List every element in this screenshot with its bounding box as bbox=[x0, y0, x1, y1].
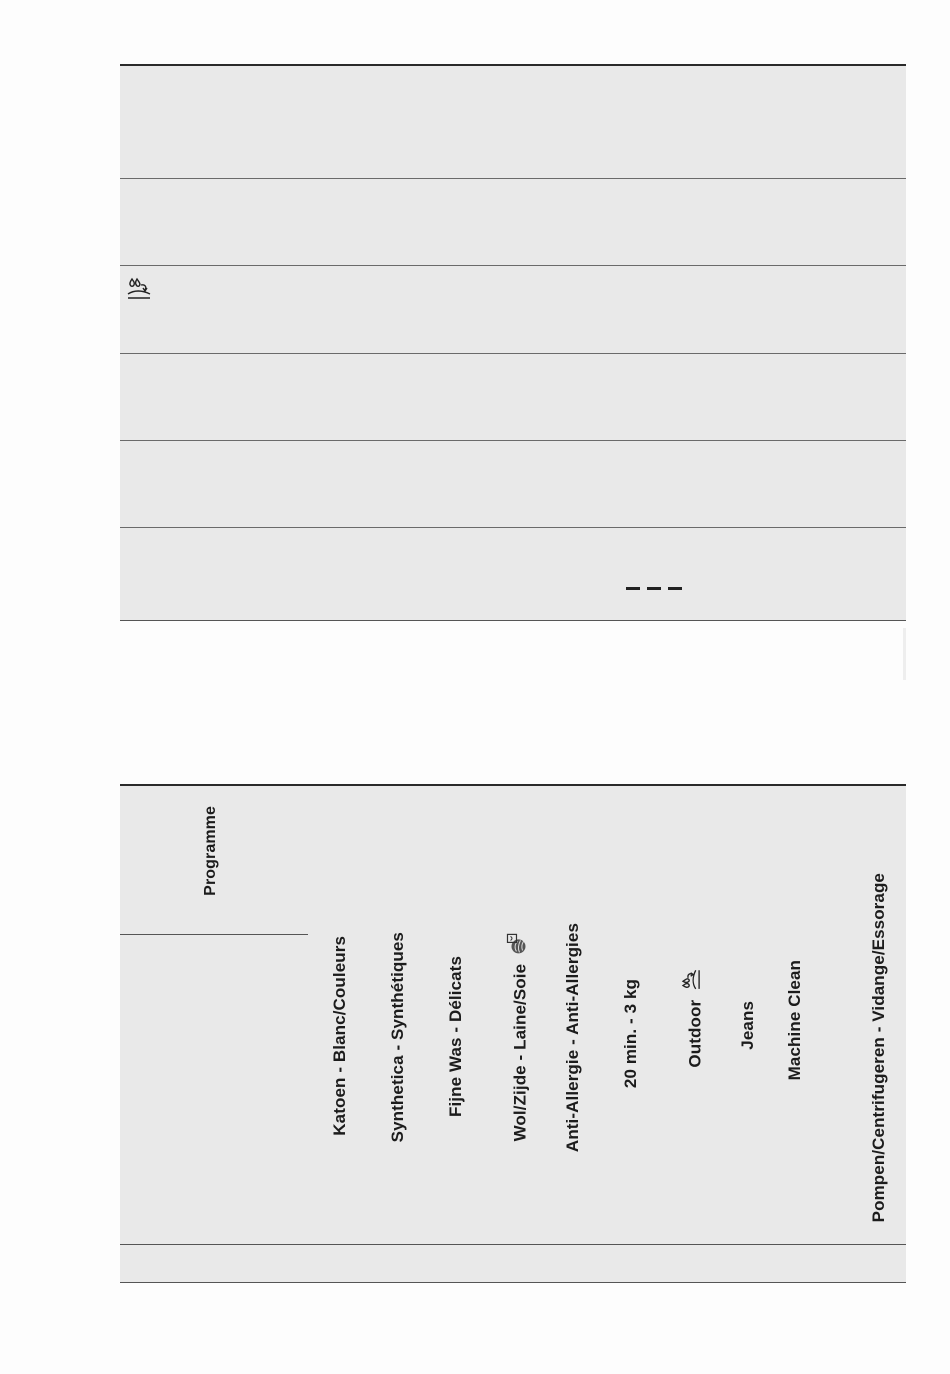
upper-table-row-2 bbox=[120, 179, 906, 266]
edge-mark bbox=[903, 628, 906, 680]
wool-icon bbox=[505, 933, 527, 955]
programme-20-min: 20 min. - 3 kg bbox=[621, 978, 640, 1088]
upper-table-row-5 bbox=[120, 441, 906, 528]
programme-outdoor bbox=[680, 969, 705, 1068]
upper-table-row-6 bbox=[120, 528, 906, 621]
outdoor-icon bbox=[126, 276, 152, 302]
dash-indicator bbox=[626, 587, 682, 590]
programme-jeans: Jeans bbox=[738, 1001, 757, 1050]
upper-table bbox=[120, 64, 906, 621]
programme-fijne-was: Fijne Was - Délicats bbox=[446, 955, 465, 1117]
programme-outdoor-label: Outdoor bbox=[685, 1000, 705, 1068]
programme-wol-zijde bbox=[505, 933, 530, 1141]
programme-header: Programme bbox=[202, 806, 219, 896]
programme-machine-clean: Machine Clean bbox=[785, 959, 804, 1080]
upper-table-row-1 bbox=[120, 66, 906, 179]
upper-table-row-3 bbox=[120, 266, 906, 354]
programme-synthetica: Synthetica - Synthétiques bbox=[388, 931, 407, 1142]
header-divider bbox=[120, 934, 308, 935]
outdoor-icon bbox=[680, 969, 702, 991]
programme-wol-zijde-label: Wol/Zijde - Laine/Soie bbox=[510, 963, 530, 1141]
programme-anti-allergie: Anti-Allergie - Anti-Allergies bbox=[563, 922, 582, 1152]
footer-divider bbox=[120, 1244, 906, 1245]
programme-pompen: Pompen/Centrifugeren - Vidange/Essorage bbox=[869, 872, 888, 1222]
upper-table-row-4 bbox=[120, 354, 906, 441]
programme-katoen: Katoen - Blanc/Couleurs bbox=[330, 936, 349, 1136]
